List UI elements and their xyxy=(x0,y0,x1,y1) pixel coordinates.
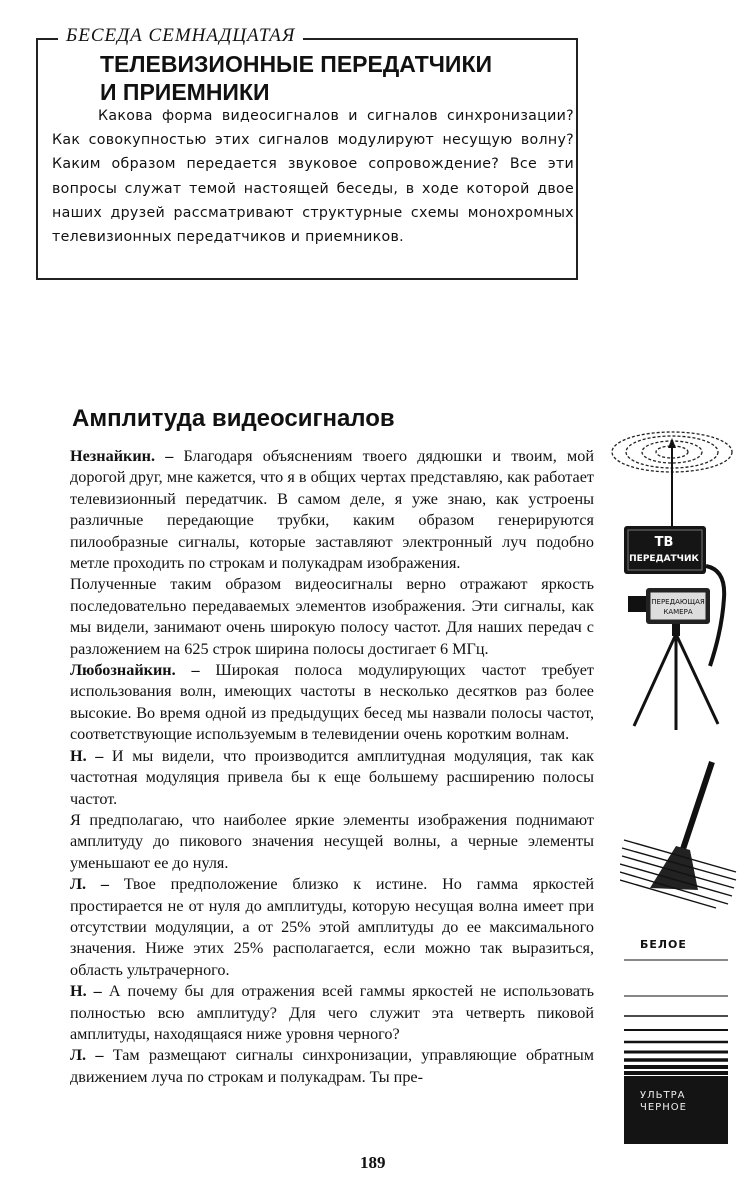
paragraph-text: Там размещают сигналы синхронизации, управляющие обратным движением луча по строкам и полукадрам. Ты пре- xyxy=(70,1046,594,1086)
ultra-black-label-line2: ЧЕРНОЕ xyxy=(640,1102,687,1113)
paragraph-1 xyxy=(70,446,594,574)
body-text xyxy=(70,446,594,1088)
chapter-title-line2: И ПРИЕМНИКИ xyxy=(100,79,270,105)
brightness-scale xyxy=(622,956,732,1084)
speaker-label: Л. – xyxy=(70,1046,104,1065)
paragraph-8 xyxy=(70,1045,594,1088)
speaker-label: Любознайкин. – xyxy=(70,661,200,680)
paragraph-text: А почему бы для отражения всей гаммы яркостей не использовать полностью всю амплитуду? Для чего служит эта четверть пиковой амплитуды, находящаяся ниже уровня черного? xyxy=(70,982,594,1043)
brightness-lines xyxy=(624,960,728,1078)
antenna-tip-icon xyxy=(668,438,676,448)
paragraph-5 xyxy=(70,810,594,874)
paragraph-7 xyxy=(70,981,594,1045)
paragraph-6 xyxy=(70,874,594,981)
paragraph-3 xyxy=(70,660,594,746)
camera-label-line1: ПЕРЕДАЮЩАЯ xyxy=(651,598,705,606)
camera-lens xyxy=(628,596,646,612)
tripod-legs xyxy=(634,634,718,730)
ultra-black-label-line1: УЛЬТРА xyxy=(640,1090,686,1101)
paragraph-text: Благодаря объяснениям твоего дядюшки и твоим, мой дорогой друг, мне кажется, что я в общих чертах представляю, как работает телевизионный передатчик. В самом деле, я уже знаю, как устроены различные передающие трубки, каким образом генерируются пилообразные сигналы, которые заставляют электронный луч подобно метле проходить по строкам и полукадрам изображения. xyxy=(70,447,594,573)
page-number: 189 xyxy=(360,1153,386,1172)
camera-label-line2: КАМЕРА xyxy=(663,608,693,616)
speaker-label: Н. – xyxy=(70,982,102,1001)
chapter-intro: Какова форма видеосигналов и сигналов синхронизации? Как совокупностью этих сигналов модулируют несущую волну? Каким образом передается звуковое сопровождение? Все эти вопросы служат темой настоящей беседы, в ходе которой двое наших друзей рассматривают структурные схемы монохромных телевизионных передатчиков и приемников. xyxy=(52,108,574,246)
paragraph-2 xyxy=(70,574,594,660)
transmitter-label-line2: ПЕРЕДАТЧИК xyxy=(629,554,699,564)
transmitter-label-line1: ТВ xyxy=(654,535,674,550)
speaker-label: Незнайкин. – xyxy=(70,447,174,465)
tv-transmitter-illustration xyxy=(606,430,746,735)
paragraph-text: Я предполагаю, что наиболее яркие элементы изображения поднимают амплитуду до пикового значения несущей волны, а черные элементы уменьшают ее до нуля. xyxy=(70,810,594,872)
broom-handle xyxy=(682,762,712,852)
chapter-title xyxy=(100,50,580,106)
section-heading: Амплитуда видеосигналов xyxy=(72,405,395,432)
white-level-label: БЕЛОЕ xyxy=(640,938,687,951)
chapter-label: БЕСЕДА СЕМНАДЦАТАЯ xyxy=(58,25,303,47)
broom-illustration xyxy=(620,760,740,910)
paragraph-4 xyxy=(70,746,594,810)
speaker-label: Н. – xyxy=(70,746,104,765)
paragraph-text: И мы видели, что производится амплитудная модуляция, так как частотная модуляция привела бы к еще большему расширению полосы частот. xyxy=(70,746,595,808)
speaker-label: Л. – xyxy=(70,875,109,894)
ultra-black-label xyxy=(640,1090,720,1114)
paragraph-text: Твое предположение близко к истине. Но гамма яркостей простирается не от нуля до амплитуды, которую несущая волна имеет при отсутствии модуляции, а от 25% этой амплитуды до ее максимального значения. Ниже этих 25% располагается, если можно так выразиться, область ультрачерного. xyxy=(70,875,594,979)
transmitter-box xyxy=(624,526,706,574)
paragraph-text: Полученные таким образом видеосигналы верно отражают яркость последовательно передаваемых элементов изображения. Эти сигналы, как мы видели, занимают очень широкую полосу частот. Для наших передач с разложением на 625 строк ширина полосы достигает 6 МГц. xyxy=(70,575,594,658)
chapter-title-line1: ТЕЛЕВИЗИОННЫЕ ПЕРЕДАТЧИКИ xyxy=(100,51,493,77)
paragraph-text: Широкая полоса модулирующих частот требует использования волн, имеющих частоты в несколько десятков раз более высокие. Во время одной из предыдущих бесед мы назвали полосы частот, соответствующие используемым в телевидении очень коротким волнам. xyxy=(70,661,594,744)
